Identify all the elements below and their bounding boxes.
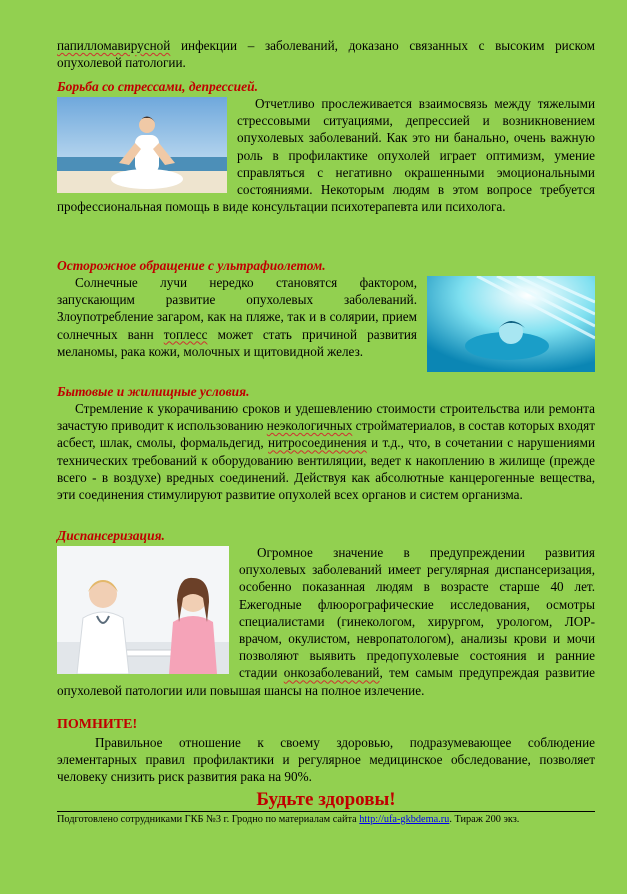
text-home-word1: неэкологичных	[266, 418, 353, 434]
slogan: Будьте здоровы!	[256, 789, 396, 810]
remember-text: Правильное отношение к своему здоровью, подразумевающее соблюдение элементарных правил профилактики и регулярное медицинское обследование, позволяет человеку снизить риск развития рака на 90%.	[57, 735, 595, 785]
footer-text-b: . Тираж 200 экз.	[449, 814, 520, 825]
text-screening-a: Огромное значение в предупреждении развития опухолевых заболеваний имеет регулярная диспансеризация, особенно показанная людям в возрасте старше 40 лет. Ежегодные флюорографические исследования, осмотры специалистами (гинекологом, хирургом, урологом, ЛОР-врачом, окулистом, невропатологом), анализы крови и мочи позволяют выявить предопухолевые состояния и ранние стадии	[239, 545, 595, 681]
intro-rest: инфекции – заболеваний, доказано связанных с высоким риском опухолевой патологии.	[57, 38, 595, 71]
text-home-c: и т.д., что, в сочетании с нарушениями технических требований к оборудованию вентиляции, ведет к накоплению в жилище (прежде всего - в воздухе) вредных соединений. Действуя как абсолютные канцерогенные вещества, эти соединения стимулируют развитие опухолей всех органов и систем организма.	[57, 435, 595, 503]
footer-text	[57, 811, 595, 827]
section-stress	[57, 78, 595, 215]
solarium-image	[427, 276, 595, 372]
meditation-image	[57, 97, 227, 193]
text-home-b: стройматериалов, в состав которых входят асбест, шлак, смолы, формальдегид,	[57, 418, 595, 451]
text-uv-b: может стать причиной развития меланомы, рака кожи, молочных и щитовидной желез.	[57, 326, 417, 359]
source-link[interactable]: http://ufa-gkbdema.ru	[359, 814, 450, 825]
section-uv	[57, 257, 595, 374]
section-screening	[57, 527, 595, 699]
text-home	[57, 400, 595, 503]
section-home	[57, 383, 595, 503]
text-uv-word: топлесс	[163, 326, 208, 342]
slogan-block	[57, 788, 595, 812]
intro-block	[57, 37, 595, 71]
remember-label: ПОМНИТЕ!	[57, 717, 138, 732]
footer	[57, 811, 595, 827]
heading-home: Бытовые и жилищные условия.	[57, 384, 250, 399]
heading-screening: Диспансеризация.	[57, 528, 165, 543]
text-screening-b: , тем самым предупреждая развитие опухолевой патологии или повышая шансы на полное излечение.	[57, 665, 595, 698]
remember-block	[57, 716, 595, 786]
intro-word: папилломавирусной	[57, 38, 171, 53]
intro-text	[57, 37, 595, 71]
heading-uv: Осторожное обращение с ультрафиолетом.	[57, 258, 326, 273]
text-home-a: Стремление к укорачиванию сроков и удешевлению стоимости строительства или ремонта зачастую приводит к использованию	[57, 401, 595, 434]
text-screening-word: онкозаболеваний	[283, 665, 380, 681]
text-stress: Отчетливо прослеживается взаимосвязь между тяжелыми стрессовыми ситуациями, депрессией и возникновением опухолевых заболеваний. Как это ни банально, очень важную роль в профилактике опухолей играет оптимизм, умение справляться с негативно окрашенными эмоциональными состояниями. Некоторым людям в этом вопросе требуется профессиональная помощь в виде консультации психотерапевта или психолога.	[57, 96, 595, 215]
footer-text-a: Подготовлено сотрудниками ГКБ №3 г. Гродно по материалам сайта	[57, 814, 360, 825]
text-home-word2: нитросоединения	[268, 435, 367, 451]
text-uv-a: Солнечные лучи нередко становятся фактором, запускающим развитие опухолевых заболеваний. Злоупотребление загаром, как на пляже, так и в солярии, прием солнечных ванн	[57, 275, 417, 342]
heading-stress: Борьба со стрессами, депрессией.	[57, 79, 258, 94]
doctor-image	[57, 546, 229, 674]
